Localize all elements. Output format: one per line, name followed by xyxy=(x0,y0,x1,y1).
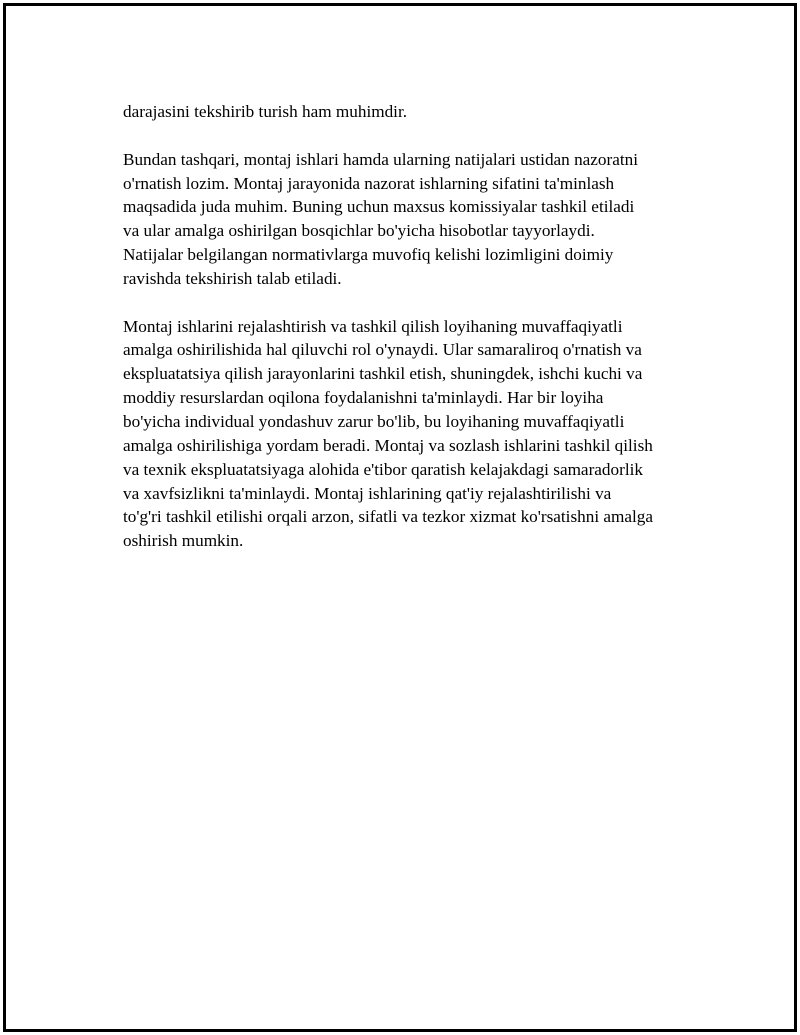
text-line: Montaj ishlarini rejalashtirish va tashkil qilish loyihaning muvaffaqiyatli xyxy=(123,316,623,336)
text-line: amalga oshirilishida hal qiluvchi rol o'ynaydi. Ular samaraliroq o'rnatish va xyxy=(123,340,642,360)
text-line: amalga oshirilishiga yordam beradi. Montaj va sozlash ishlarini tashkil qilish xyxy=(123,435,653,455)
text-line: ekspluatatsiya qilish jarayonlarini tashkil etish, shuningdek, ishchi kuchi va xyxy=(123,364,643,384)
text-line: moddiy resurslardan oqilona foydalanishni ta'minlaydi. Har bir loyiha xyxy=(123,388,604,408)
document-body xyxy=(123,100,703,577)
text-line: darajasini tekshirib turish ham muhimdir. xyxy=(123,102,408,121)
text-line: Bundan tashqari, montaj ishlari hamda ularning natijalari ustidan nazoratni xyxy=(123,149,639,169)
text-line: to'g'ri tashkil etilishi orqali arzon, sifatli va tezkor xizmat ko'rsatishni amalga xyxy=(123,507,654,527)
text-line: va ular amalga oshirilgan bosqichlar bo'yicha hisobotlar tayyorlaydi. xyxy=(123,221,595,241)
text-line: ravishda tekshirish talab etiladi. xyxy=(123,268,342,288)
paragraph-2 xyxy=(123,148,703,291)
text-line: bo'yicha individual yondashuv zarur bo'lib, bu loyihaning muvaffaqiyatli xyxy=(123,411,625,431)
text-line: Natijalar belgilangan normativlarga muvofiq kelishi lozimligini doimiy xyxy=(123,245,614,265)
text-line: maqsadida juda muhim. Buning uchun maxsus komissiyalar tashkil etiladi xyxy=(123,197,635,217)
paragraph-3 xyxy=(123,315,703,553)
page-frame xyxy=(3,3,797,1032)
text-line: va texnik ekspluatatsiyaga alohida e'tibor qaratish kelajakdagi samaradorlik xyxy=(123,459,643,479)
text-line: va xavfsizlikni ta'minlaydi. Montaj ishlarining qat'iy rejalashtirilishi va xyxy=(123,483,612,503)
text-line: o'rnatish lozim. Montaj jarayonida nazorat ishlarning sifatini ta'minlash xyxy=(123,173,615,193)
text-line: oshirish mumkin. xyxy=(123,531,244,551)
paragraph-1 xyxy=(123,100,703,124)
